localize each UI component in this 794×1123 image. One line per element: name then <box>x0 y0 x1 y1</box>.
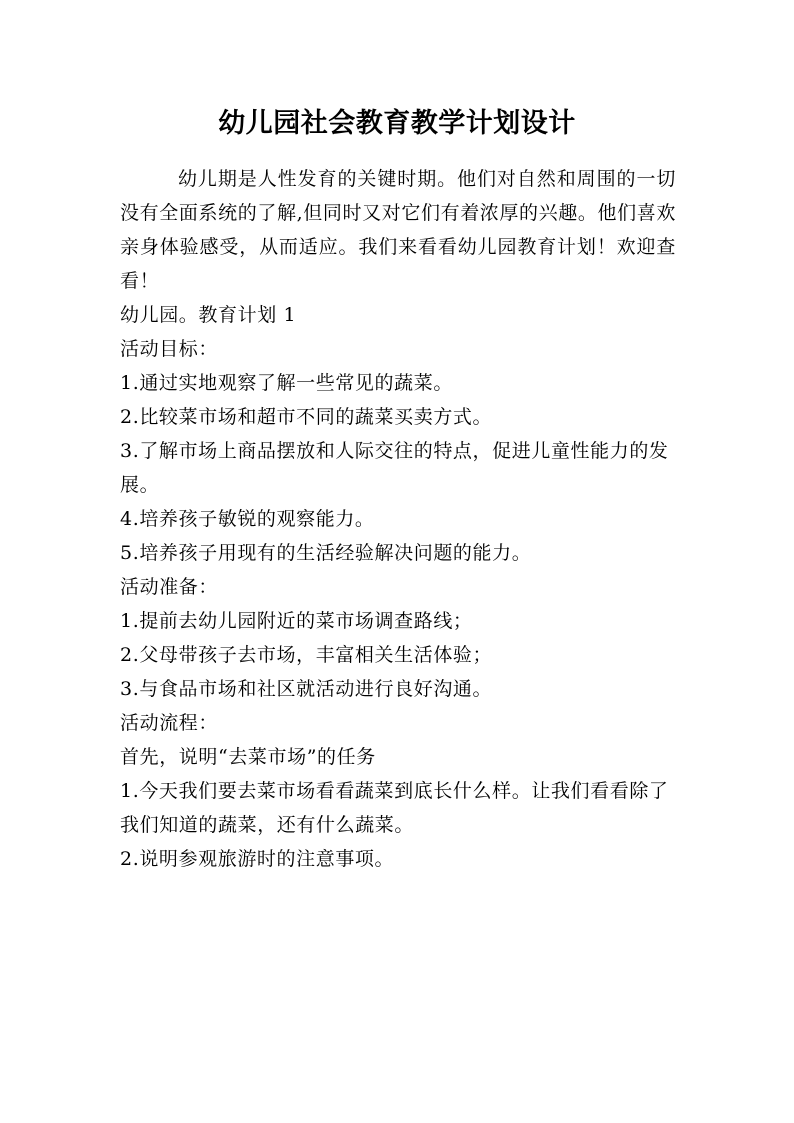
goal-item: 2.比较菜市场和超市不同的蔬菜买卖方式。 <box>120 406 493 428</box>
goal-item: 1.通过实地观察了解一些常见的蔬菜。 <box>120 372 453 394</box>
prep-heading: 活动准备： <box>120 576 219 598</box>
flow-first-step: 首先，说明“去菜市场”的任务 <box>120 746 376 768</box>
plan-heading: 幼儿园。教育计划 1 <box>120 304 297 326</box>
prep-item: 3.与食品市场和社区就活动进行良好沟通。 <box>120 678 493 700</box>
prep-item: 1.提前去幼儿园附近的菜市场调查路线； <box>120 610 473 632</box>
goal-item: 5.培养孩子用现有的生活经验解决问题的能力。 <box>120 542 532 564</box>
flow-item: 2.说明参观旅游时的注意事项。 <box>120 848 395 870</box>
flow-heading: 活动流程： <box>120 712 219 734</box>
document-title: 幼儿园社会教育教学计划设计 <box>218 108 576 139</box>
intro-paragraph: 幼儿期是人性发育的关键时期。他们对自然和周围的一切没有全面系统的了解,但同时又对它们有着浓厚的兴趣。他们喜欢亲身体验感受，从而适应。我们来看看幼儿园教育计划！欢迎查看！ <box>120 168 676 292</box>
flow-item: 1.今天我们要去菜市场看看蔬菜到底长什么样。让我们看看除了我们知道的蔬菜，还有什么蔬菜。 <box>120 780 669 836</box>
goals-heading: 活动目标： <box>120 338 219 360</box>
document-body <box>120 162 676 876</box>
prep-item: 2.父母带孩子去市场，丰富相关生活体验； <box>120 644 493 666</box>
goal-item: 4.培养孩子敏锐的观察能力。 <box>120 508 375 530</box>
goal-item: 3.了解市场上商品摆放和人际交往的特点，促进儿童性能力的发展。 <box>120 440 669 496</box>
